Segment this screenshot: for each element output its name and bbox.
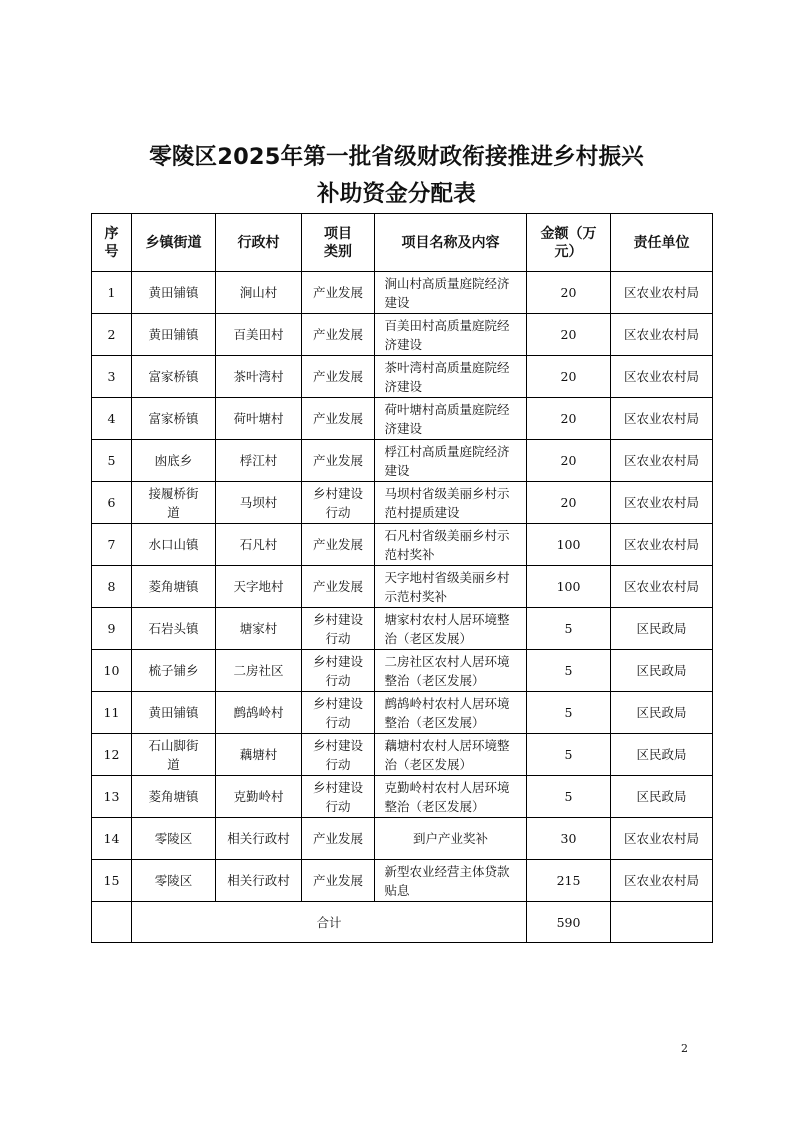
cell-category: 乡村建设行动 [302,692,375,734]
cell-unit: 区农业农村局 [611,482,713,524]
cell-seq: 10 [92,650,132,692]
cell-project: 到户产业奖补 [375,818,527,860]
cell-unit: 区民政局 [611,650,713,692]
cell-village: 天字地村 [216,566,302,608]
cell-category: 产业发展 [302,440,375,482]
cell-town: 梳子铺乡 [132,650,216,692]
cell-amount: 20 [527,482,611,524]
cell-unit: 区农业农村局 [611,818,713,860]
cell-town: 菱角塘镇 [132,776,216,818]
cell-village: 相关行政村 [216,818,302,860]
cell-unit: 区农业农村局 [611,860,713,902]
cell-village: 石凡村 [216,524,302,566]
cell-amount: 100 [527,524,611,566]
cell-unit: 区民政局 [611,734,713,776]
cell-project: 克勤岭村农村人居环境整治（老区发展） [375,776,527,818]
table-row [92,692,713,734]
cell-unit: 区农业农村局 [611,566,713,608]
header-amount: 金额（万元） [527,214,611,272]
cell-town: 水口山镇 [132,524,216,566]
cell-town: 黄田铺镇 [132,314,216,356]
table-body [92,272,713,943]
cell-seq: 9 [92,608,132,650]
cell-town: 零陵区 [132,818,216,860]
cell-amount: 5 [527,650,611,692]
cell-amount: 30 [527,818,611,860]
cell-amount: 20 [527,440,611,482]
header-unit: 责任单位 [611,214,713,272]
cell-project: 茶叶湾村高质量庭院经济建设 [375,356,527,398]
table-row [92,314,713,356]
cell-village: 二房社区 [216,650,302,692]
cell-village: 桴江村 [216,440,302,482]
cell-project: 藕塘村农村人居环境整治（老区发展） [375,734,527,776]
cell-village: 藕塘村 [216,734,302,776]
cell-town: 黄田铺镇 [132,272,216,314]
cell-category: 乡村建设行动 [302,776,375,818]
cell-town: 凼底乡 [132,440,216,482]
cell-town: 菱角塘镇 [132,566,216,608]
cell-category: 乡村建设行动 [302,608,375,650]
table-row [92,566,713,608]
cell-unit: 区农业农村局 [611,524,713,566]
page-number: 2 [681,1042,688,1055]
cell-amount: 20 [527,314,611,356]
cell-category: 乡村建设行动 [302,734,375,776]
cell-village: 茶叶湾村 [216,356,302,398]
table-row [92,776,713,818]
table-row [92,398,713,440]
cell-project: 新型农业经营主体贷款贴息 [375,860,527,902]
header-project: 项目名称及内容 [375,214,527,272]
table-row [92,272,713,314]
cell-seq: 3 [92,356,132,398]
cell-project: 桴江村高质量庭院经济建设 [375,440,527,482]
table-row [92,608,713,650]
cell-town: 富家桥镇 [132,398,216,440]
header-village: 行政村 [216,214,302,272]
cell-town: 富家桥镇 [132,356,216,398]
cell-seq: 13 [92,776,132,818]
cell-amount: 5 [527,776,611,818]
cell-town: 黄田铺镇 [132,692,216,734]
cell-seq: 8 [92,566,132,608]
cell-category: 产业发展 [302,356,375,398]
cell-town: 石岩头镇 [132,608,216,650]
cell-project: 鹧鸪岭村农村人居环境整治（老区发展） [375,692,527,734]
cell-seq: 4 [92,398,132,440]
document-title-line-1: 零陵区2025年第一批省级财政衔接推进乡村振兴 [149,144,644,170]
cell-category: 产业发展 [302,398,375,440]
table-row [92,650,713,692]
cell-category: 乡村建设行动 [302,650,375,692]
cell-seq: 7 [92,524,132,566]
cell-unit: 区民政局 [611,776,713,818]
cell-seq: 12 [92,734,132,776]
cell-seq: 14 [92,818,132,860]
cell-unit: 区农业农村局 [611,272,713,314]
document-title-line-2: 补助资金分配表 [317,181,476,207]
cell-village: 塘家村 [216,608,302,650]
cell-seq: 15 [92,860,132,902]
cell-project: 石凡村省级美丽乡村示范村奖补 [375,524,527,566]
cell-unit: 区民政局 [611,692,713,734]
table-row [92,356,713,398]
cell-village: 荷叶塘村 [216,398,302,440]
cell-town: 石山脚街道 [132,734,216,776]
cell-amount: 5 [527,608,611,650]
cell-town: 接履桥街道 [132,482,216,524]
cell-category: 产业发展 [302,272,375,314]
total-label: 合计 [132,902,527,943]
cell-project: 马坝村省级美丽乡村示范村提质建设 [375,482,527,524]
table-row [92,482,713,524]
cell-project: 百美田村高质量庭院经济建设 [375,314,527,356]
cell-village: 鹧鸪岭村 [216,692,302,734]
cell-village: 克勤岭村 [216,776,302,818]
table-row [92,440,713,482]
cell-category: 产业发展 [302,314,375,356]
cell-unit: 区农业农村局 [611,356,713,398]
cell-unit: 区民政局 [611,608,713,650]
cell-village: 涧山村 [216,272,302,314]
cell-category: 产业发展 [302,860,375,902]
cell-village: 相关行政村 [216,860,302,902]
cell-amount: 5 [527,692,611,734]
allocation-table [91,213,713,943]
total-unit-blank [611,902,713,943]
cell-seq: 6 [92,482,132,524]
cell-amount: 20 [527,272,611,314]
header-seq: 序号 [92,214,132,272]
cell-amount: 100 [527,566,611,608]
cell-category: 产业发展 [302,566,375,608]
cell-category: 产业发展 [302,524,375,566]
cell-town: 零陵区 [132,860,216,902]
cell-project: 荷叶塘村高质量庭院经济建设 [375,398,527,440]
cell-seq: 5 [92,440,132,482]
table-row [92,524,713,566]
cell-amount: 215 [527,860,611,902]
cell-seq: 2 [92,314,132,356]
table-row [92,818,713,860]
cell-project: 涧山村高质量庭院经济建设 [375,272,527,314]
total-row [92,902,713,943]
cell-seq: 11 [92,692,132,734]
cell-village: 马坝村 [216,482,302,524]
header-category: 项目类别 [302,214,375,272]
cell-project: 天字地村省级美丽乡村示范村奖补 [375,566,527,608]
cell-category: 产业发展 [302,818,375,860]
cell-village: 百美田村 [216,314,302,356]
header-town: 乡镇街道 [132,214,216,272]
cell-amount: 20 [527,356,611,398]
cell-amount: 20 [527,398,611,440]
cell-unit: 区农业农村局 [611,398,713,440]
table-row [92,734,713,776]
total-blank-cell [92,902,132,943]
cell-unit: 区农业农村局 [611,314,713,356]
total-amount: 590 [527,902,611,943]
table-header-row [92,214,713,272]
cell-seq: 1 [92,272,132,314]
cell-unit: 区农业农村局 [611,440,713,482]
cell-category: 乡村建设行动 [302,482,375,524]
cell-project: 塘家村农村人居环境整治（老区发展） [375,608,527,650]
cell-project: 二房社区农村人居环境整治（老区发展） [375,650,527,692]
table-row [92,860,713,902]
cell-amount: 5 [527,734,611,776]
